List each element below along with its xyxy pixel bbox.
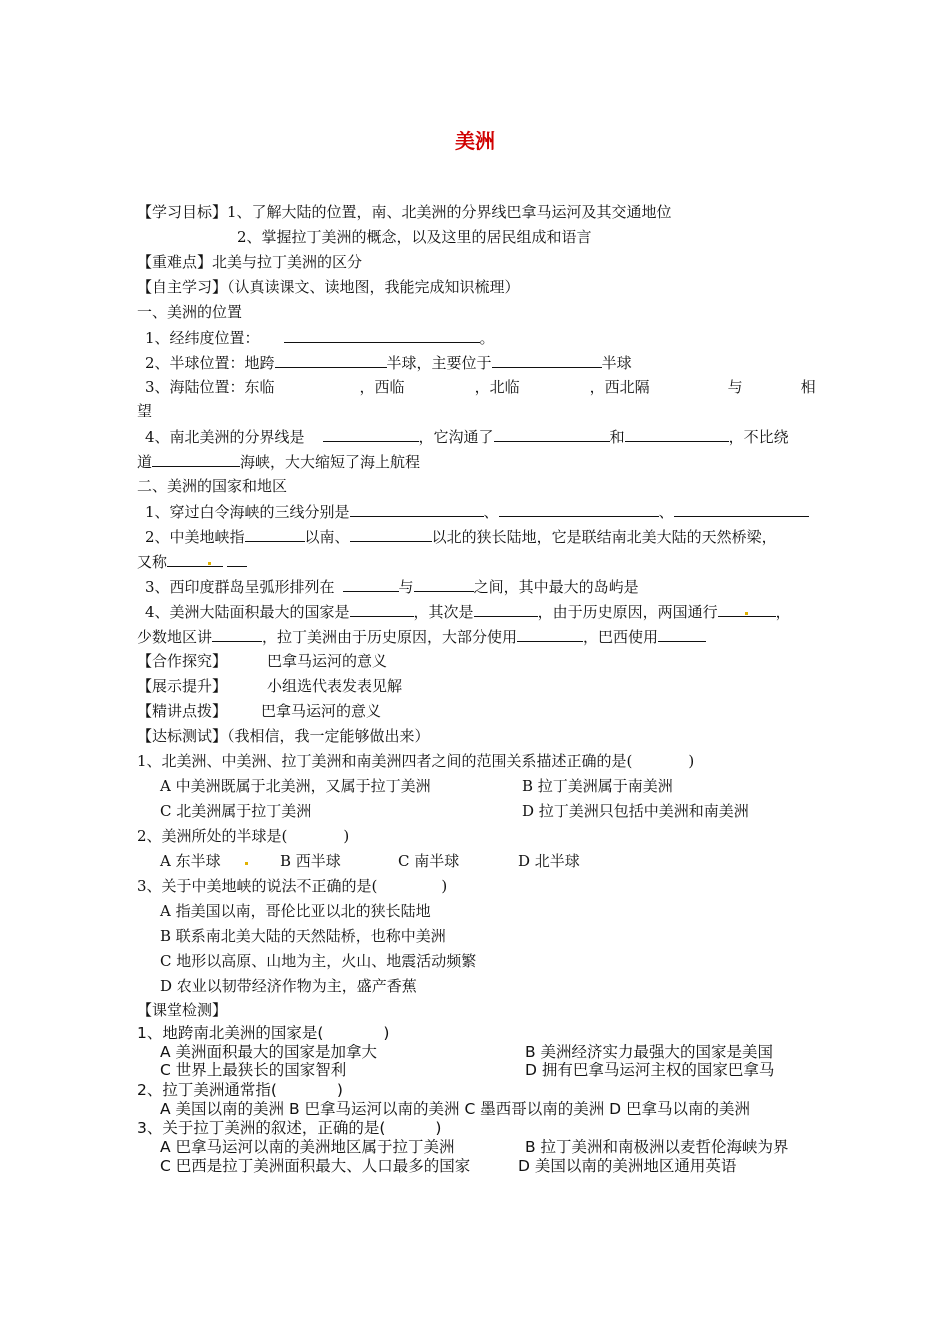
answer-blank[interactable] [517, 626, 583, 642]
s2-q1-sep1: 、 [483, 503, 499, 521]
test-q3-option-c[interactable]: C 地形以高原、山地为主，火山、地震活动频繁 [160, 952, 477, 970]
check-q3-option-c[interactable]: C 巴西是拉丁美洲面积最大、人口最多的国家 [160, 1157, 471, 1175]
check-q1-option-b[interactable]: B 美洲经济实力最强大的国家是美国 [525, 1043, 774, 1061]
answer-blank[interactable] [275, 352, 387, 368]
s1-q1-text: 1、经纬度位置： [145, 329, 260, 347]
coop-label: 【合作探究】 [137, 652, 228, 670]
learning-goals [137, 202, 672, 222]
check-label: 【课堂检测】 [137, 1001, 228, 1019]
answer-blank[interactable] [658, 626, 706, 642]
coop-text: 巴拿马运河的意义 [267, 652, 388, 670]
test-q1-text: 1、北美洲、中美洲、拉丁美洲和南美洲四者之间的范围关系描述正确的是( [137, 752, 633, 770]
s1-q1 [145, 327, 495, 348]
s2-q3-text-a: 3、西印度群岛呈弧形排列在 [145, 578, 335, 596]
lecture-text: 巴拿马运河的意义 [261, 702, 382, 720]
test-q3-close: ) [441, 877, 448, 895]
s2-q1-text: 1、穿过白令海峡的三线分别是 [145, 503, 350, 521]
answer-blank[interactable] [212, 626, 262, 642]
answer-blank[interactable] [674, 501, 809, 517]
s2-q4-text-e: 少数地区讲 [137, 628, 213, 646]
answer-blank[interactable] [718, 601, 776, 617]
key-points: 【重难点】北美与拉丁美洲的区分 [137, 253, 363, 271]
s2-q2 [145, 526, 777, 547]
answer-blank[interactable] [167, 551, 223, 567]
s1-q4-text-b: ，它沟通了 [418, 428, 494, 446]
test-q3-text: 3、关于中美地峡的说法不正确的是( [137, 877, 378, 895]
answer-blank[interactable] [350, 601, 414, 617]
test-q2-option-b[interactable]: B 西半球 [280, 852, 341, 870]
section1-heading: 一、美洲的位置 [137, 303, 243, 321]
test-q3-option-d[interactable]: D 农业以韧带经济作物为主，盛产香蕉 [160, 977, 417, 995]
answer-blank[interactable] [245, 526, 305, 542]
s1-q2-text-c: 半球 [601, 354, 632, 372]
s2-q4-text-a: 4、美洲大陆面积最大的国家是 [145, 603, 350, 621]
goal-2: 2、掌握拉丁美洲的概念，以及这里的居民组成和语言 [237, 228, 592, 246]
s1-q3-text-e: 与 [727, 378, 743, 396]
s1-q3-text-f: 相 [800, 378, 816, 396]
s2-q4-text-c: ，由于历史原因，两国通行 [537, 603, 718, 621]
check-q2-options[interactable]: A 美国以南的美洲 B 巴拿马运河以南的美洲 C 墨西哥以南的美洲 D 巴拿马以南的美洲 [160, 1100, 750, 1118]
answer-blank[interactable] [350, 501, 484, 517]
s2-q2-text-d: 又称 [137, 553, 168, 571]
check-q1-close: ) [383, 1024, 390, 1042]
test-q1-option-b[interactable]: B 拉丁美洲属于南美洲 [522, 777, 673, 795]
answer-blank[interactable] [414, 576, 474, 592]
check-q3-option-a[interactable]: A 巴拿马运河以南的美洲地区属于拉丁美洲 [160, 1138, 455, 1156]
marker-dot [245, 862, 248, 865]
s2-q4-wrap [137, 626, 706, 647]
test-q2-option-a[interactable]: A 东半球 [160, 852, 221, 870]
s1-q4-text-d: ，不比绕 [728, 428, 789, 446]
test-label: 【达标测试】（我相信，我一定能够做出来） [137, 727, 430, 745]
show-label: 【展示提升】 [137, 677, 228, 695]
s2-q4-text-b: ，其次是 [413, 603, 474, 621]
s1-q2-text-a: 2、半球位置：地跨 [145, 354, 275, 372]
test-q2-close: ) [343, 827, 350, 845]
test-q3-option-b[interactable]: B 联系南北美大陆的天然陆桥，也称中美洲 [160, 927, 446, 945]
goal-1: 1、了解大陆的位置，南、北美洲的分界线巴拿马运河及其交通地位 [227, 203, 672, 221]
s1-q3-text-b: ，西临 [359, 378, 405, 396]
s1-q3 [145, 377, 835, 397]
goals-label: 【学习目标】 [137, 203, 228, 221]
s2-q4-text-d: ， [775, 603, 791, 621]
test-q1 [137, 751, 694, 771]
check-q3 [137, 1118, 441, 1138]
s2-q2-text-c: 以北的狭长陆地，它是联结南北美大陆的天然桥梁， [431, 528, 777, 546]
check-q3-close: ) [435, 1119, 442, 1137]
s1-q3-text-c: ，北临 [474, 378, 520, 396]
s1-q4 [145, 426, 789, 447]
answer-blank[interactable] [499, 501, 659, 517]
s2-q2-text-a: 2、中美地峡指 [145, 528, 245, 546]
answer-blank[interactable] [492, 352, 602, 368]
test-q2 [137, 826, 349, 846]
check-q1 [137, 1023, 389, 1043]
lecture-section [137, 701, 381, 721]
section2-heading: 二、美洲的国家和地区 [137, 477, 288, 495]
test-q3 [137, 876, 447, 896]
s2-q2-text-b: 以南、 [304, 528, 350, 546]
s1-q2-text-b: 半球，主要位于 [386, 354, 492, 372]
s1-q3-text-a: 3、海陆位置：东临 [145, 378, 275, 396]
answer-blank[interactable] [284, 327, 480, 343]
show-section [137, 676, 402, 696]
s2-q4-text-g: ，巴西使用 [583, 628, 659, 646]
s2-q3-text-c: 之间，其中最大的岛屿是 [473, 578, 639, 596]
s1-q3-wrap: 望 [137, 402, 153, 420]
test-q1-option-a[interactable]: A 中美洲既属于北美洲，又属于拉丁美洲 [160, 777, 431, 795]
answer-blank[interactable] [152, 451, 240, 467]
s1-q3-text-d: ，西北隔 [589, 378, 650, 396]
test-q2-option-c[interactable]: C 南半球 [398, 852, 460, 870]
test-q2-option-d[interactable]: D 北半球 [518, 852, 580, 870]
answer-blank[interactable] [343, 576, 399, 592]
s2-q3 [145, 576, 639, 597]
check-q1-option-d[interactable]: D 拥有巴拿马运河主权的国家巴拿马 [525, 1061, 775, 1079]
test-q1-option-c[interactable]: C 北美洲属于拉丁美洲 [160, 802, 312, 820]
s2-q2-wrap [137, 551, 247, 572]
s1-q4-text-f: 海峡，大大缩短了海上航程 [240, 453, 421, 471]
s1-q4-text-a: 4、南北美洲的分界线是 [145, 428, 305, 446]
s1-q4-text-e: 道 [137, 453, 153, 471]
s1-q4-text-c: 和 [609, 428, 625, 446]
check-q1-option-c[interactable]: C 世界上最狭长的国家智利 [160, 1061, 347, 1079]
check-q1-option-a[interactable]: A 美洲面积最大的国家是加拿大 [160, 1043, 378, 1061]
s2-q3-text-b: 与 [398, 578, 414, 596]
s2-q1-sep2: 、 [658, 503, 674, 521]
answer-blank[interactable] [474, 601, 538, 617]
test-q1-close: ) [688, 752, 695, 770]
test-q2-text: 2、美洲所处的半球是( [137, 827, 288, 845]
test-q3-option-a[interactable]: A 指美国以南，哥伦比亚以北的狭长陆地 [160, 902, 431, 920]
check-q2 [137, 1080, 343, 1100]
s2-q1 [145, 501, 809, 522]
s1-q1-end: 。 [479, 329, 495, 347]
self-study: 【自主学习】（认真读课文、读地图，我能完成知识梳理） [137, 278, 520, 296]
s2-q4 [145, 601, 791, 622]
check-q3-option-b[interactable]: B 拉丁美洲和南极洲以麦哲伦海峡为界 [525, 1138, 789, 1156]
show-text: 小组选代表发表见解 [267, 677, 403, 695]
s2-q4-text-f: ，拉丁美洲由于历史原因，大部分使用 [262, 628, 518, 646]
answer-blank[interactable] [625, 426, 729, 442]
s1-q2 [145, 352, 632, 373]
answer-blank[interactable] [227, 551, 247, 567]
check-q3-text: 3、关于拉丁美洲的叙述，正确的是( [137, 1119, 386, 1137]
s1-q4-wrap [137, 451, 420, 472]
check-q2-text: 2、拉丁美洲通常指( [137, 1081, 277, 1099]
answer-blank[interactable] [494, 426, 610, 442]
check-q2-close: ) [336, 1081, 343, 1099]
page-title: 美洲 [455, 129, 495, 153]
answer-blank[interactable] [350, 526, 432, 542]
test-q1-option-d[interactable]: D 拉丁美洲只包括中美洲和南美洲 [522, 802, 749, 820]
check-q1-text: 1、地跨南北美洲的国家是( [137, 1024, 324, 1042]
answer-blank[interactable] [323, 426, 419, 442]
lecture-label: 【精讲点拨】 [137, 702, 228, 720]
check-q3-option-d[interactable]: D 美国以南的美洲地区通用英语 [518, 1157, 737, 1175]
coop-section [137, 651, 387, 671]
